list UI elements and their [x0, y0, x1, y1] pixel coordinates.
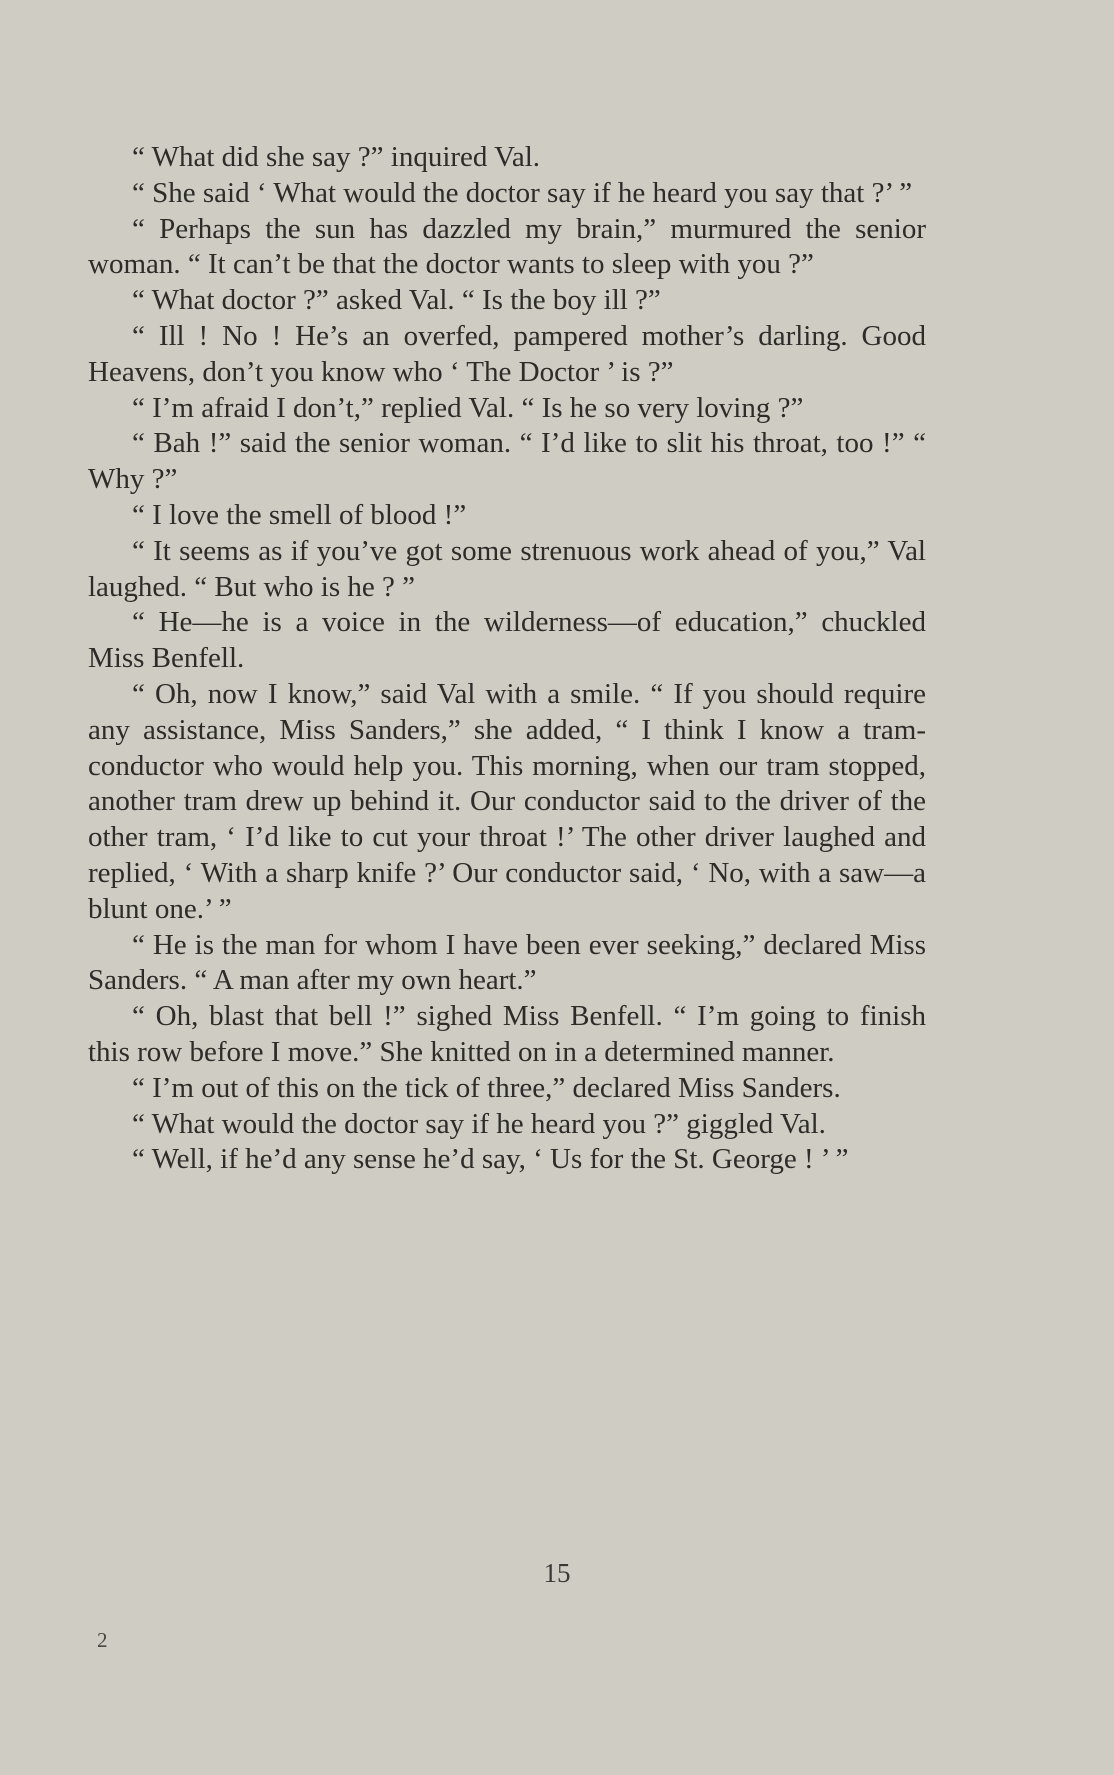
- paragraph: “ It seems as if you’ve got some strenuous work ahead of you,” Val laughed. “ But who is he ? ”: [88, 534, 926, 603]
- paragraph: “ Ill ! No ! He’s an overfed, pampered mother’s darling. Good Heavens, don’t you know who ‘ The Doctor ’ is ?”: [88, 319, 926, 388]
- paragraph: “ Well, if he’d any sense he’d say, ‘ Us for the St. George ! ’ ”: [132, 1143, 849, 1176]
- paragraph: “ I’m afraid I don’t,” replied Val. “ Is he so very loving ?”: [132, 391, 804, 424]
- paragraph: “ I’m out of this on the tick of three,” declared Miss Sanders.: [132, 1071, 841, 1104]
- paragraph: “ He is the man for whom I have been ever seeking,” declared Miss Sanders. “ A man after my own heart.”: [88, 928, 926, 997]
- paragraph: “ Oh, now I know,” said Val with a smile. “ If you should require any assistance, Miss Sanders,” she added, “ I think I know a tram-conductor who would help you. This morning, when our tram stopped, another tram drew up behind it. Our conductor said to the driver of the other tram, ‘ I’d like to cut your throat !’ The other driver laughed and replied, ‘ With a sharp knife ?’ Our conductor said, ‘ No, with a saw—a blunt one.’ ”: [88, 677, 926, 925]
- paragraph: “ Perhaps the sun has dazzled my brain,” murmured the senior woman. “ It can’t be that the doctor wants to sleep with you ?”: [88, 212, 926, 281]
- paragraph: “ What would the doctor say if he heard you ?” giggled Val.: [132, 1107, 826, 1140]
- paragraph: “ Bah !” said the senior woman. “ I’d like to slit his throat, too !” “ Why ?”: [88, 427, 926, 496]
- signature-mark: 2: [97, 1628, 108, 1652]
- paragraph: “ He—he is a voice in the wilderness—of education,” chuckled Miss Benfell.: [88, 606, 926, 675]
- paragraph: “ What did she say ?” inquired Val.: [132, 141, 541, 173]
- paragraph: “ I love the smell of blood !”: [132, 498, 467, 531]
- body-text: [88, 140, 926, 1178]
- paragraph: “ Oh, blast that bell !” sighed Miss Benfell. “ I’m going to finish this row before I move.” She knitted on in a determined manner.: [88, 1000, 926, 1068]
- paragraph: “ What doctor ?” asked Val. “ Is the boy ill ?”: [132, 284, 661, 317]
- paragraph: “ She said ‘ What would the doctor say if he heard you say that ?’ ”: [132, 176, 913, 209]
- page-number: 15: [543, 1558, 571, 1588]
